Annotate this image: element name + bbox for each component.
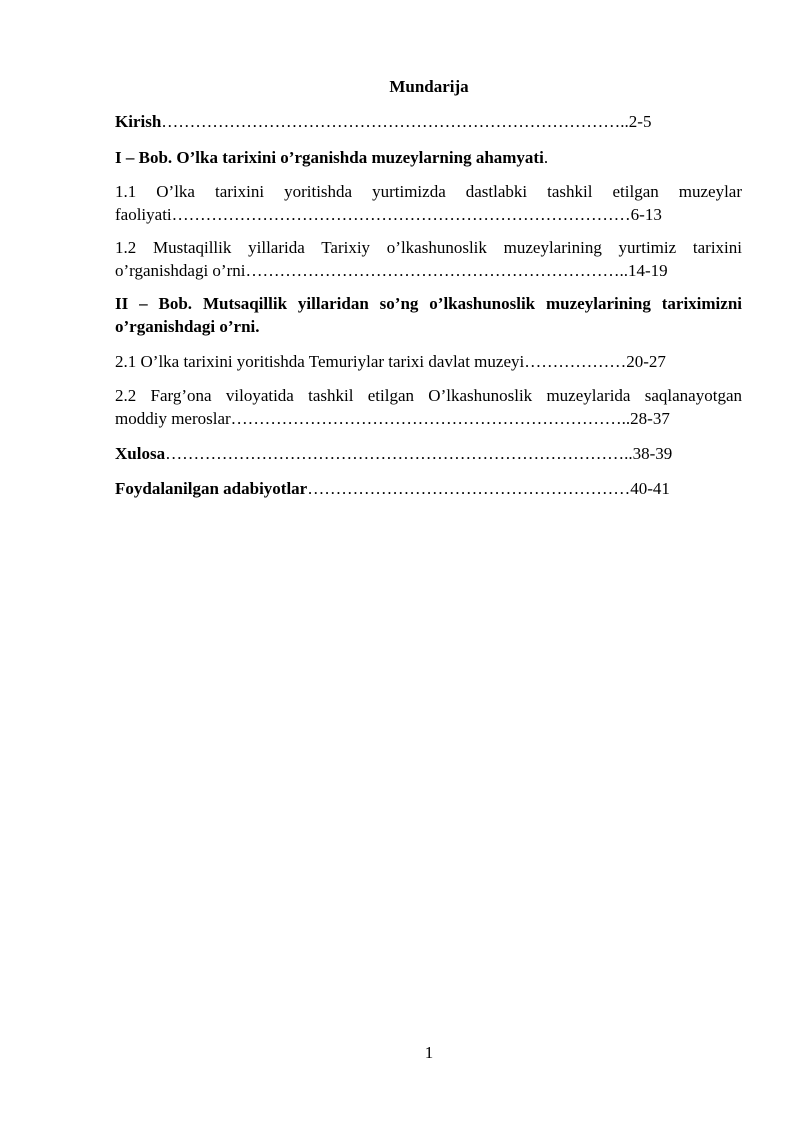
toc-text: moddiy meroslar	[115, 409, 231, 428]
toc-entry-kirish	[115, 110, 742, 133]
chapter-period: .	[543, 148, 549, 167]
toc-pages: 14-19	[627, 261, 668, 280]
toc-text: 2.1 O’lka tarixini yoritishda Temuriylar tarixi davlat muzeyi	[115, 352, 525, 371]
toc-label: Kirish	[115, 112, 162, 131]
toc-section-1-1	[115, 180, 742, 226]
toc-line: 1.2 Mustaqillik yillarida Tarixiy o’lkashunoslik muzeylarining yurtimiz tarixini	[115, 238, 742, 257]
toc-pages: 40-41	[630, 479, 670, 498]
toc-pages: 38-39	[632, 444, 673, 463]
chapter-title-line: o’rganishdagi o’rni.	[115, 317, 260, 336]
toc-chapter-2	[115, 292, 742, 338]
toc-text: faoliyati	[115, 205, 172, 224]
toc-pages: 20-27	[626, 352, 666, 371]
toc-section-2-2	[115, 384, 742, 430]
toc-label: Foydalanilgan adabiyotlar	[115, 479, 308, 498]
chapter-title-line: II – Bob. Mutsaqillik yillaridan so’ng o’lkashunoslik muzeylarining tariximizni	[115, 294, 742, 313]
toc-line: 2.2 Farg’ona viloyatida tashkil etilgan O’lkashunoslik muzeylarida saqlanayotgan	[115, 386, 742, 405]
toc-pages: 6-13	[630, 205, 662, 224]
toc-section-2-1	[115, 350, 742, 373]
toc-dots: ………………………………………………………………………	[171, 205, 631, 224]
toc-dots: ………………………………………………………………………..	[161, 112, 629, 131]
toc-label: Xulosa	[115, 444, 166, 463]
toc-dots: …………………………………………………………..	[245, 261, 628, 280]
toc-pages: 2-5	[628, 112, 652, 131]
toc-dots: ………………………………………………………………………..	[165, 444, 633, 463]
toc-section-1-2	[115, 236, 742, 282]
chapter-title: I – Bob. O’lka tarixini o’rganishda muzeylarning ahamyati	[115, 148, 544, 167]
toc-pages: 28-37	[630, 409, 670, 428]
toc-chapter-1	[115, 146, 742, 169]
toc-line: 1.1 O’lka tarixini yoritishda yurtimizda dastlabki tashkil etilgan muzeylar	[115, 182, 742, 201]
toc-text: o’rganishdagi o’rni	[115, 261, 246, 280]
toc-dots: ………………	[524, 352, 627, 371]
toc-entry-adabiyot	[115, 477, 742, 500]
toc-entry-xulosa	[115, 442, 742, 465]
page-number: 1	[424, 1043, 434, 1062]
page-title: Mundarija	[389, 77, 469, 96]
toc-dots: ……………………………………………………………..	[230, 409, 631, 428]
toc-dots: …………………………………………………	[307, 479, 631, 498]
